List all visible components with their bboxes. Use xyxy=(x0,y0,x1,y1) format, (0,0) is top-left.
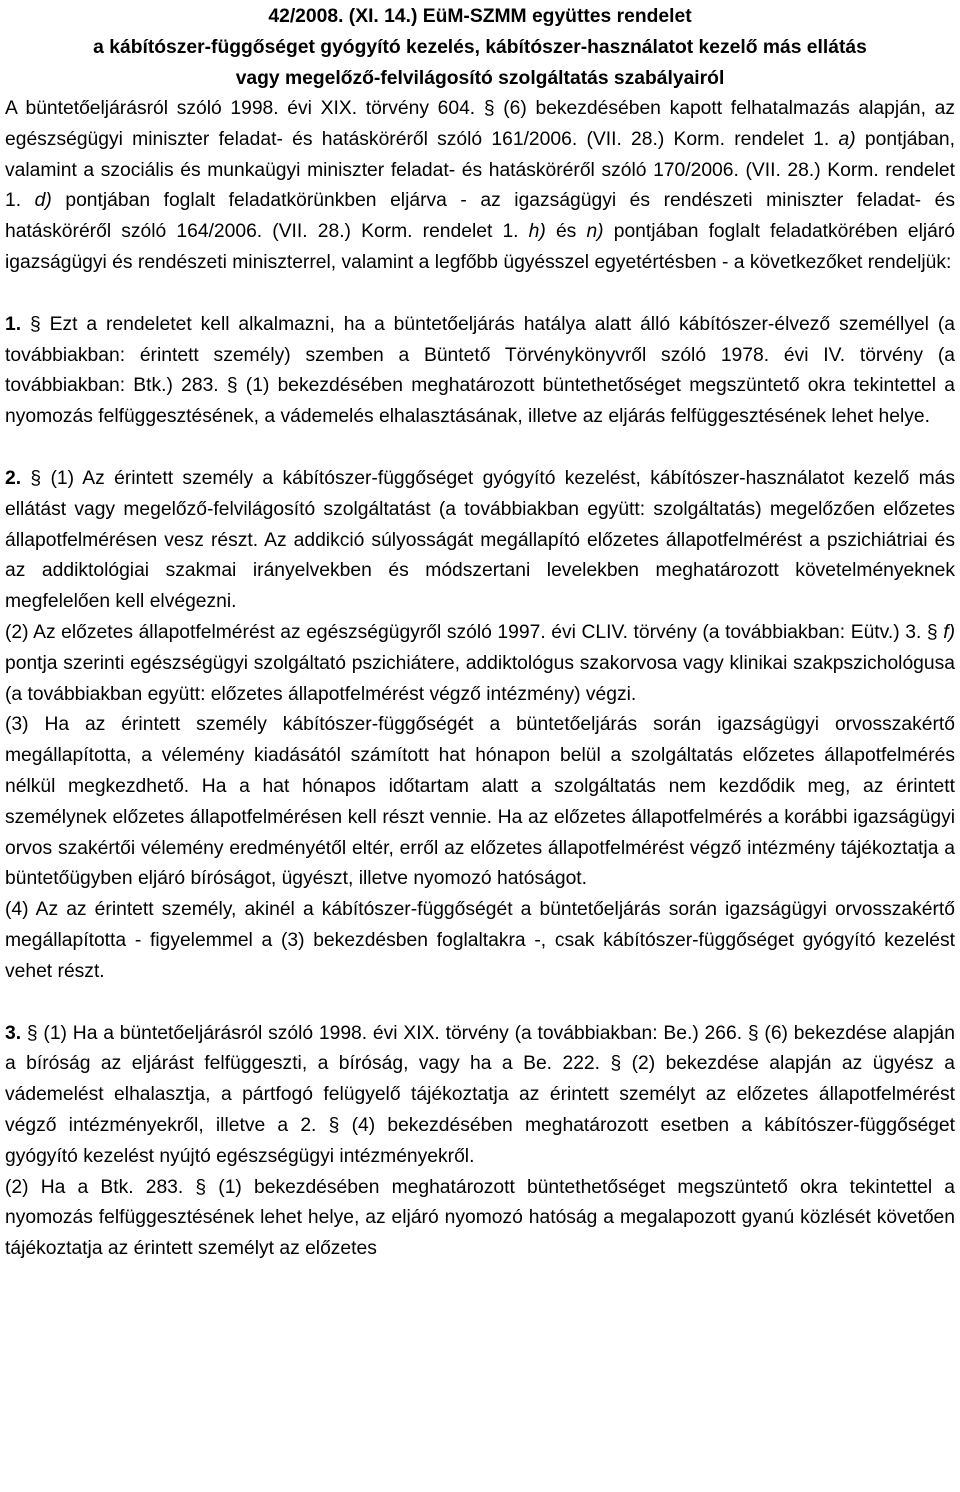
preamble-text: pontjában foglalt feladatkörében eljáró igazságügyi és rendészeti miniszterrel, valamint a legfőbb ügyésszel egyetértésben - a következőket rendeljük: xyxy=(5,221,955,273)
section-text: (2) bekezdése alapján az ügyész a vádemelést elhalasztja, a pártfogó felügyelő tájékoztatja az érintett személyt az előzetes állapotfelmérést végző intézményekről, illetve a 2. xyxy=(5,1053,955,1136)
section-2-paragraph-2 xyxy=(5,618,955,710)
section-sign: § xyxy=(747,1022,759,1044)
point-label: a) xyxy=(838,128,856,150)
preamble-text: és xyxy=(545,221,587,243)
section-text: (4) bekezdésében meghatározott esetben a kábítószer-függőséget gyógyító kezelést nyújtó egészségügyi intézményekről. xyxy=(5,1114,955,1167)
title-line-3: vagy megelőző-felvilágosító szolgáltatás szabályairól xyxy=(235,68,725,89)
title-line-2: a kábítószer-függőséget gyógyító kezelés, kábítószer-használatot kezelő más ellátás xyxy=(93,37,867,58)
section-sign: § xyxy=(226,375,238,397)
section-text: (1) bekezdésében meghatározott büntethetőséget megszüntető okra tekintettel a nyomozás felfüggesztésének lehet helye, az eljáró nyomozó hatóság a megalapozott gyanú közlését követően tájékoztatja az érintett személyt az előzetes xyxy=(5,1176,955,1260)
section-sign: § xyxy=(610,1053,622,1075)
section-2-paragraph-4: (4) Az az érintett személy, akinél a kábítószer-függőségét a büntetőeljárás során igazságügyi orvosszakértő megállapította - figyelemmel a (3) bekezdésben foglaltakra -, csak kábítószer-függőséget gyógyító kezelést vehet részt. xyxy=(5,899,955,982)
section-text: pontja szerinti egészségügyi szolgáltató pszichiátere, addiktológus szakorvosa vagy klinikai szakpszichológusa (a továbbiakban együtt: előzetes állapotfelmérést végző intézmény) végzi. xyxy=(5,652,955,705)
point-label: d) xyxy=(34,190,52,212)
section-2-paragraph-1 xyxy=(5,464,955,618)
section-text: (2) Az előzetes állapotfelmérést az egészségügyről szóló 1997. évi CLIV. törvény (a továbbiakban: Eütv.) 3. xyxy=(5,621,927,643)
point-label: n) xyxy=(586,221,604,243)
section-3-paragraph-1 xyxy=(5,1019,955,1173)
section-text: (1) Az érintett személy a kábítószer-függőséget gyógyító kezelést, kábítószer-használatot kezelő más ellátást vagy megelőző-felvilágosító szolgáltatást (a továbbiakban együtt: szolgáltatás) megelőzően előzetes állapotfelmérésen vesz részt. Az addikció súlyosságát megállapító előzetes állapotfelmérést a pszichiátriai és az addiktológiai szakmai irányelvekben és módszertani levelekben meghatározott követelményeknek megfelelően kell elvégezni. xyxy=(5,467,955,613)
section-2 xyxy=(5,464,955,988)
point-label: f) xyxy=(943,621,955,643)
preamble-paragraph xyxy=(5,94,955,279)
preamble-text: (6) bekezdésében kapott felhatalmazás alapján, az egészségügyi miniszter feladat- és hatásköréről szóló 161/2006. (VII. 28.) Korm. rendelet 1. xyxy=(5,98,955,150)
section-sign: § xyxy=(29,313,41,335)
document-title xyxy=(5,1,955,94)
section-2-paragraph-3: (3) Ha az érintett személy kábítószer-függőségét a büntetőeljárás során igazságügyi orvosszakértő megállapította, a vélemény kiadásától számított hat hónapon belül a szolgáltatás előzetes állapotfelmérés nélkül megkezdhető. Ha a hat hónapos időtartam alatt a szolgáltatás nem kezdődik meg, az érintett személynek előzetes állapotfelmérésen kell részt vennie. Ha az előzetes állapotfelmérés a korábbi igazságügyi orvos szakértői vélemény eredményétől eltér, erről az előzetes állapotfelmérést végző intézmény tájékoztatja a büntetőügyben eljáró bíróságot, ügyészt, illetve nyomozó hatóságot. xyxy=(5,714,955,890)
section-number: 1. xyxy=(5,313,22,335)
section-sign: § xyxy=(195,1176,207,1198)
document-page xyxy=(5,0,955,1265)
section-sign: § xyxy=(26,1022,38,1044)
point-label: h) xyxy=(528,221,546,243)
section-number: 3. xyxy=(5,1022,22,1044)
section-sign: § xyxy=(926,621,938,643)
section-text: (1) Ha a büntetőeljárásról szóló 1998. évi XIX. törvény (a továbbiakban: Be.) 266. xyxy=(37,1022,748,1044)
section-sign: § xyxy=(328,1114,340,1136)
section-sign: § xyxy=(483,98,495,119)
section-text: (6) bekezdése alapján a bíróság az eljárást felfüggeszti, a bíróság, vagy ha a Be. 222. xyxy=(5,1022,955,1075)
section-3-paragraph-2 xyxy=(5,1173,955,1265)
section-1 xyxy=(5,310,955,433)
section-3 xyxy=(5,1019,955,1265)
title-line-1: 42/2008. (XI. 14.) EüM-SZMM együttes rendelet xyxy=(268,6,692,27)
section-text: (1) bekezdésében meghatározott büntethetőséget megszüntető okra tekintettel a nyomozás felfüggesztésének, a vádemelés elhalasztásának, illetve az eljárás felfüggesztésének lehet helye. xyxy=(5,375,955,428)
section-text: (2) Ha a Btk. 283. xyxy=(5,1176,196,1198)
section-sign: § xyxy=(30,467,42,489)
preamble-text: pontjában, valamint a szociális és munkaügyi miniszter feladat- és hatásköréről szóló 170/2006. (VII. 28.) Korm. rendelet 1. xyxy=(5,128,955,212)
section-text: Ezt a rendeletet kell alkalmazni, ha a büntetőeljárás hatálya alatt álló kábítószer-élvező személlyel (a továbbiakban: érintett személy) szemben a Büntető Törvénykönyvről szóló 1978. évi IV. törvény (a továbbiakban: Btk.) 283. xyxy=(5,313,955,397)
preamble-text: A büntetőeljárásról szóló 1998. évi XIX. törvény 604. xyxy=(5,98,484,119)
section-number: 2. xyxy=(5,467,22,489)
preamble-text: pontjában foglalt feladatkörünkben eljárva - az igazságügyi és rendészeti miniszter feladat- és hatásköréről szóló 164/2006. (VII. 28.) Korm. rendelet 1. xyxy=(5,190,956,243)
